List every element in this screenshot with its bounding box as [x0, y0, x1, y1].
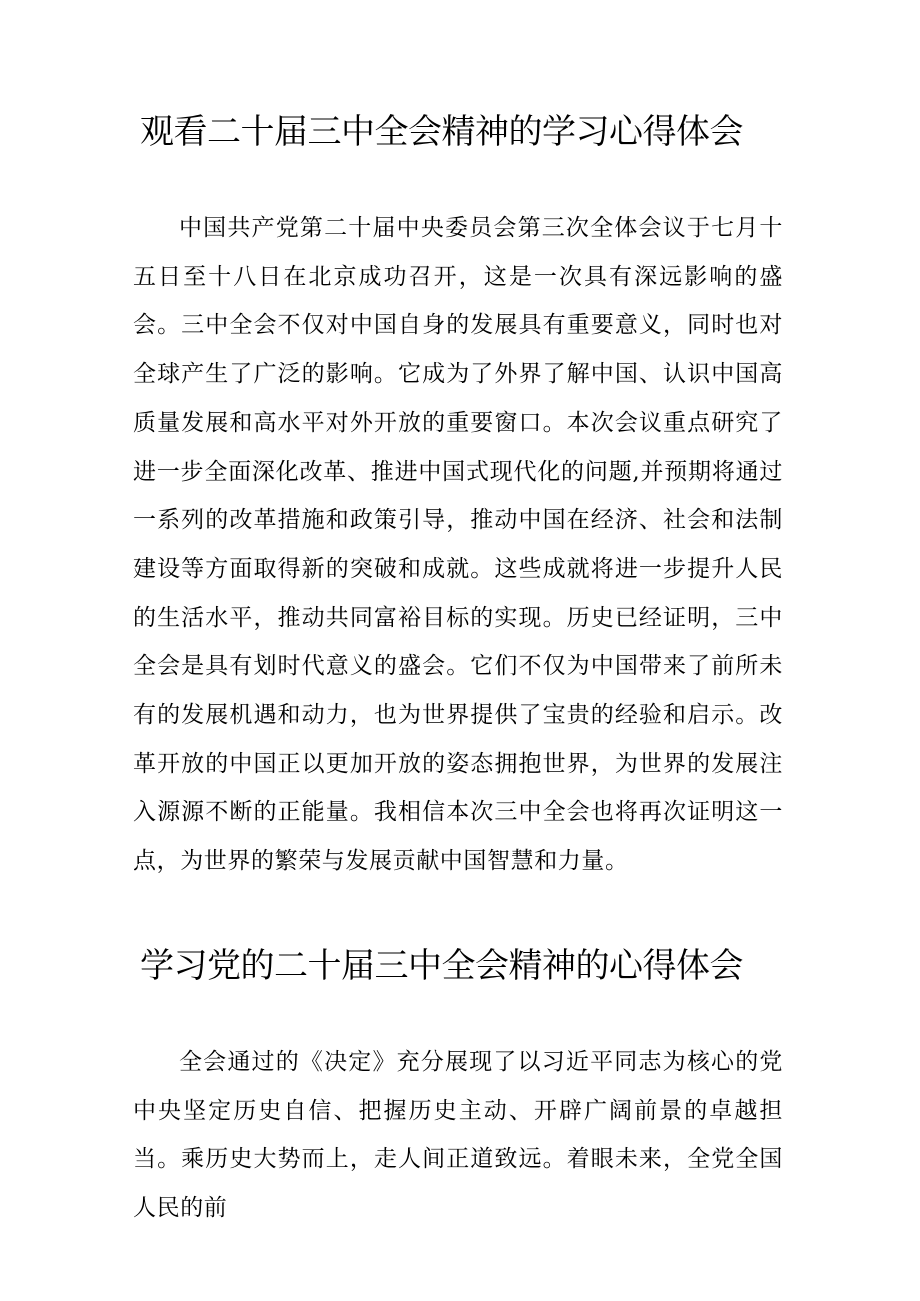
section-title-1: 观看二十届三中全会精神的学习心得体会 [140, 112, 743, 152]
section-paragraph-1: 中国共产党第二十届中央委员会第三次全体会议于七月十五日至十八日在北京成功召开，这是一次具有深远影响的盛会。三中全会不仅对中国自身的发展具有重要意义，同时也对全球产生了广泛的影响。它成为了外界了解中国、认识中国高质量发展和高水平对外开放的重要窗口。本次会议重点研究了进一步全面深化改革、推进中国式现代化的问题,并预期将通过一系列的改革措施和政策引导，推动中国在经济、社会和法制建设等方面取得新的突破和成就。这些成就将进一步提升人民的生活水平，推动共同富裕目标的实现。历史已经证明，三中全会是具有划时代意义的盛会。它们不仅为中国带来了前所未有的发展机遇和动力，也为世界提供了宝贵的经验和启示。改革开放的中国正以更加开放的姿态拥抱世界，为世界的发展注入源源不断的正能量。我相信本次三中全会也将再次证明这一点，为世界的繁荣与发展贡献中国智慧和力量。 [133, 215, 783, 875]
section-title-2: 学习党的二十届三中全会精神的心得体会 [140, 946, 743, 986]
section-paragraph-2: 全会通过的《决定》充分展现了以习近平同志为核心的党中央坚定历史自信、把握历史主动、开辟广阔前景的卓越担当。乘历史大势而上，走人间正道致远。着眼未来，全党全国人民的前 [133, 1049, 783, 1222]
